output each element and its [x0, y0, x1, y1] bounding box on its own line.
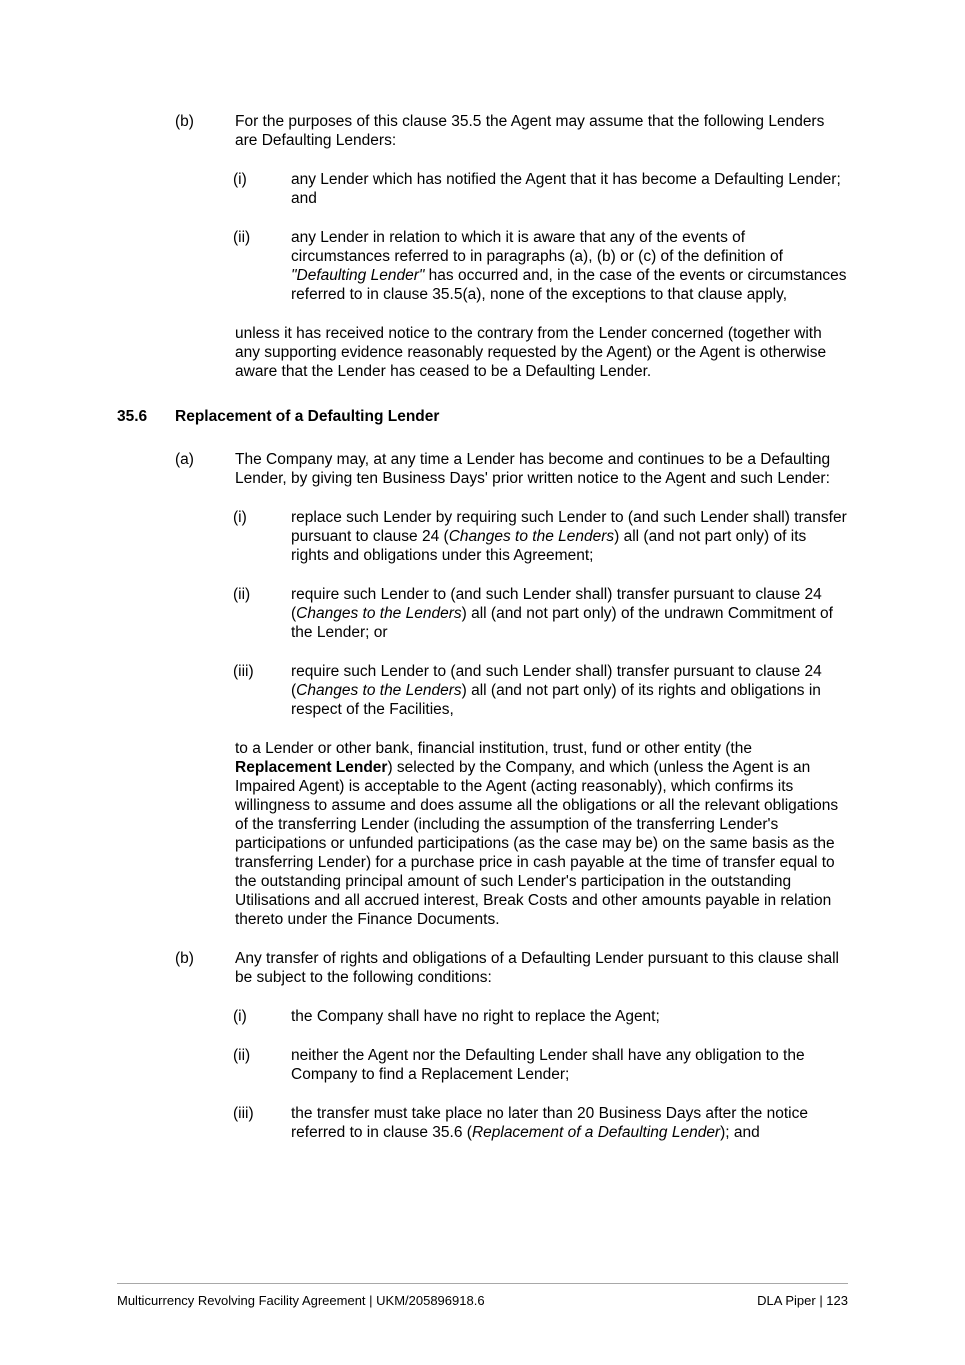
item-text-segment: has occurred and, in the case of the events or circumstances referred to in clause 35.5(a), none of the exceptions to that clause apply,: [291, 267, 847, 303]
defined-term-bold: Replacement Lender: [235, 759, 388, 776]
paragraph-text: Any transfer of rights and obligations of a Defaulting Lender pursuant to this clause shall be subject to the following conditions:: [235, 950, 840, 986]
document-body: [117, 112, 848, 1162]
item-label: (i): [233, 1008, 247, 1025]
item-text-segment: replace such Lender by requiring such Lender to (and such Lender shall) transfer pursuant to clause 24 (: [291, 509, 847, 545]
item-label: (i): [233, 171, 247, 188]
item-text-segment: ); and: [720, 1124, 760, 1141]
item-text: any Lender which has notified the Agent that it has become a Defaulting Lender; and: [291, 171, 841, 207]
item-label: (ii): [233, 1047, 251, 1064]
clause-35-6-a-i-item: [233, 508, 848, 565]
item-label: (ii): [233, 586, 251, 603]
paragraph-text-segment: to a Lender or other bank, financial institution, trust, fund or other entity (the: [235, 740, 752, 757]
item-text: neither the Agent nor the Defaulting Lender shall have any obligation to the Company to find a Replacement Lender;: [291, 1047, 805, 1083]
item-label: (ii): [233, 229, 251, 246]
item-label: (iii): [233, 1105, 254, 1122]
clause-35-5-b-ii-item: [233, 228, 848, 304]
paragraph-label: (a): [175, 451, 194, 468]
paragraph-label: (b): [175, 113, 194, 130]
item-text-segment: require such Lender to (and such Lender shall) transfer pursuant to clause 24 (: [291, 663, 822, 699]
item-text-segment: any Lender in relation to which it is aware that any of the events of circumstances referred to in paragraphs (a), (b) or (c) of the definition of: [291, 229, 783, 265]
item-label: (i): [233, 509, 247, 526]
cross-reference-italic: Changes to the Lenders: [296, 605, 462, 622]
clause-35-6-a-ii-item: [233, 585, 848, 642]
item-text-segment: ) all (and not part only) of its rights and obligations under this Agreement;: [291, 528, 807, 564]
item-text: [291, 585, 848, 642]
item-text-segment: the transfer must take place no later than 20 Business Days after the notice referred to in clause 35.6 (: [291, 1105, 808, 1141]
item-text: [291, 1104, 848, 1142]
paragraph-label: (b): [175, 950, 194, 967]
item-text: [291, 228, 848, 304]
clause-35-6-b-ii-item: [233, 1046, 848, 1084]
defined-term-italic: "Defaulting Lender": [291, 267, 425, 284]
clause-35-5-unless-paragraph: unless it has received notice to the contrary from the Lender concerned (together with any supporting evidence reasonably requested by the Agent) or the Agent is otherwise aware that the Lender has ceased to be a Defaulting Lender.: [235, 325, 827, 380]
item-text-segment: ) all (and not part only) of the undrawn Commitment of the Lender; or: [291, 605, 833, 641]
clause-35-6-heading: [117, 407, 848, 426]
item-text: the Company shall have no right to replace the Agent;: [291, 1008, 660, 1025]
clause-35-6-a-iii-item: [233, 662, 848, 719]
item-text: [291, 508, 848, 565]
clause-number: 35.6: [117, 408, 148, 425]
cross-reference-italic: Replacement of a Defaulting Lender: [471, 1124, 721, 1141]
paragraph-text: For the purposes of this clause 35.5 the Agent may assume that the following Lenders are Defaulting Lenders:: [235, 113, 825, 149]
item-text-segment: ) all (and not part only) of its rights and obligations in respect of the Facilities,: [291, 682, 821, 718]
footer-document-reference: Multicurrency Revolving Facility Agreement | UKM/205896918.6: [117, 1293, 485, 1308]
clause-35-6-b-paragraph: [175, 949, 848, 987]
item-text: [291, 662, 848, 719]
item-label: (iii): [233, 663, 254, 680]
clause-35-6-b-iii-item: [233, 1104, 848, 1142]
page-footer: [117, 1283, 848, 1309]
clause-35-5-b-paragraph: [175, 112, 848, 150]
cross-reference-italic: Changes to the Lenders: [296, 682, 462, 699]
clause-35-6-b-i-item: [233, 1007, 848, 1026]
footer-firm-page-number: DLA Piper | 123: [757, 1293, 848, 1308]
clause-title: Replacement of a Defaulting Lender: [175, 408, 440, 425]
clause-35-6-replacement-lender-paragraph: [235, 739, 848, 929]
clause-35-5-b-i-item: [233, 170, 848, 208]
cross-reference-italic: Changes to the Lenders: [448, 528, 615, 545]
item-text-segment: require such Lender to (and such Lender shall) transfer pursuant to clause 24 (: [291, 586, 822, 622]
paragraph-text: The Company may, at any time a Lender has become and continues to be a Defaulting Lender, by giving ten Business Days' prior written notice to the Agent and such Lender:: [235, 451, 831, 487]
clause-35-6-a-paragraph: [175, 450, 848, 488]
paragraph-text-segment: ) selected by the Company, and which (unless the Agent is an Impaired Agent) is acceptable to the Agent (acting reasonably), which confirms its willingness to assume and does assume all the obligations or all the relevant obligations of the transferring Lender (including the assumption of the transferring Lender's participations or unfunded participations (as the case may be) on the same basis as the transferring Lender) for a purchase price in cash payable at the time of transfer equal to the outstanding principal amount of such Lender's participation in the outstanding Utilisations and all accrued interest, Break Costs and other amounts payable in relation thereto under the Finance Documents.: [235, 759, 839, 928]
